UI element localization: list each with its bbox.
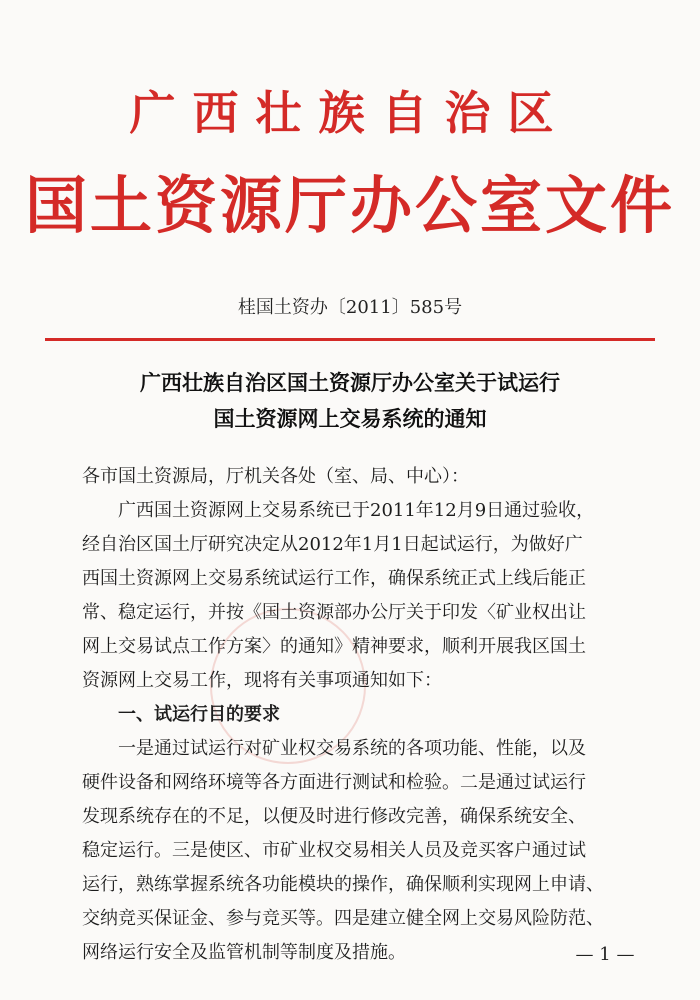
paragraph2-line: 发现系统存在的不足，以便及时进行修改完善，确保系统安全、: [82, 806, 586, 827]
addressee-line: 各市国土资源局，厅机关各处（室、局、中心）：: [82, 466, 469, 487]
paragraph2-line: 运行，熟练掌握系统各功能模块的操作，确保顺利实现网上申请、: [82, 874, 604, 895]
notice-body: [82, 460, 642, 970]
paragraph2-line: 网络运行安全及监管机制等制度及措施。: [82, 942, 406, 963]
paragraph2-line: 交纳竞买保证金、参与竞买等。四是建立健全网上交易风险防范、: [82, 908, 604, 929]
paragraph2-line: 硬件设备和网络环境等各方面进行测试和检验。二是通过试运行: [82, 772, 586, 793]
paragraph1-line: 广西国土资源网上交易系统已于2011年12月9日通过验收，: [118, 500, 595, 521]
document-type-title: 国土资源厅办公室文件: [24, 169, 675, 242]
issuing-organization: 广西壮族自治区: [129, 86, 571, 140]
paragraph1-line: 常、稳定运行，并按《国土资源部办公厅关于印发〈矿业权出让: [82, 602, 586, 623]
document-number: 桂国土资办〔2011〕585号: [237, 297, 463, 318]
paragraph1-line: 西国土资源网上交易系统试运行工作，确保系统正式上线后能正: [82, 568, 586, 589]
paragraph2-line: 稳定运行。三是使区、市矿业权交易相关人员及竞买客户通过试: [82, 840, 586, 861]
paragraph1-line: 经自治区国土厅研究决定从2012年1月1日起试运行，为做好广: [82, 534, 583, 555]
page-number: — 1 —: [575, 944, 635, 965]
paragraph1-line: 资源网上交易工作，现将有关事项通知如下：: [82, 670, 442, 691]
section-heading: 一、试运行目的要求: [118, 704, 280, 725]
notice-title-line-2: 国土资源网上交易系统的通知: [213, 406, 487, 431]
notice-title-line-1: 广西壮族自治区国土资源厅办公室关于试运行: [140, 370, 560, 395]
red-divider-line: [45, 338, 655, 341]
paragraph1-line: 网上交易试点工作方案〉的通知》精神要求，顺利开展我区国土: [82, 636, 586, 657]
paragraph2-line: 一是通过试运行对矿业权交易系统的各项功能、性能，以及: [118, 738, 586, 759]
